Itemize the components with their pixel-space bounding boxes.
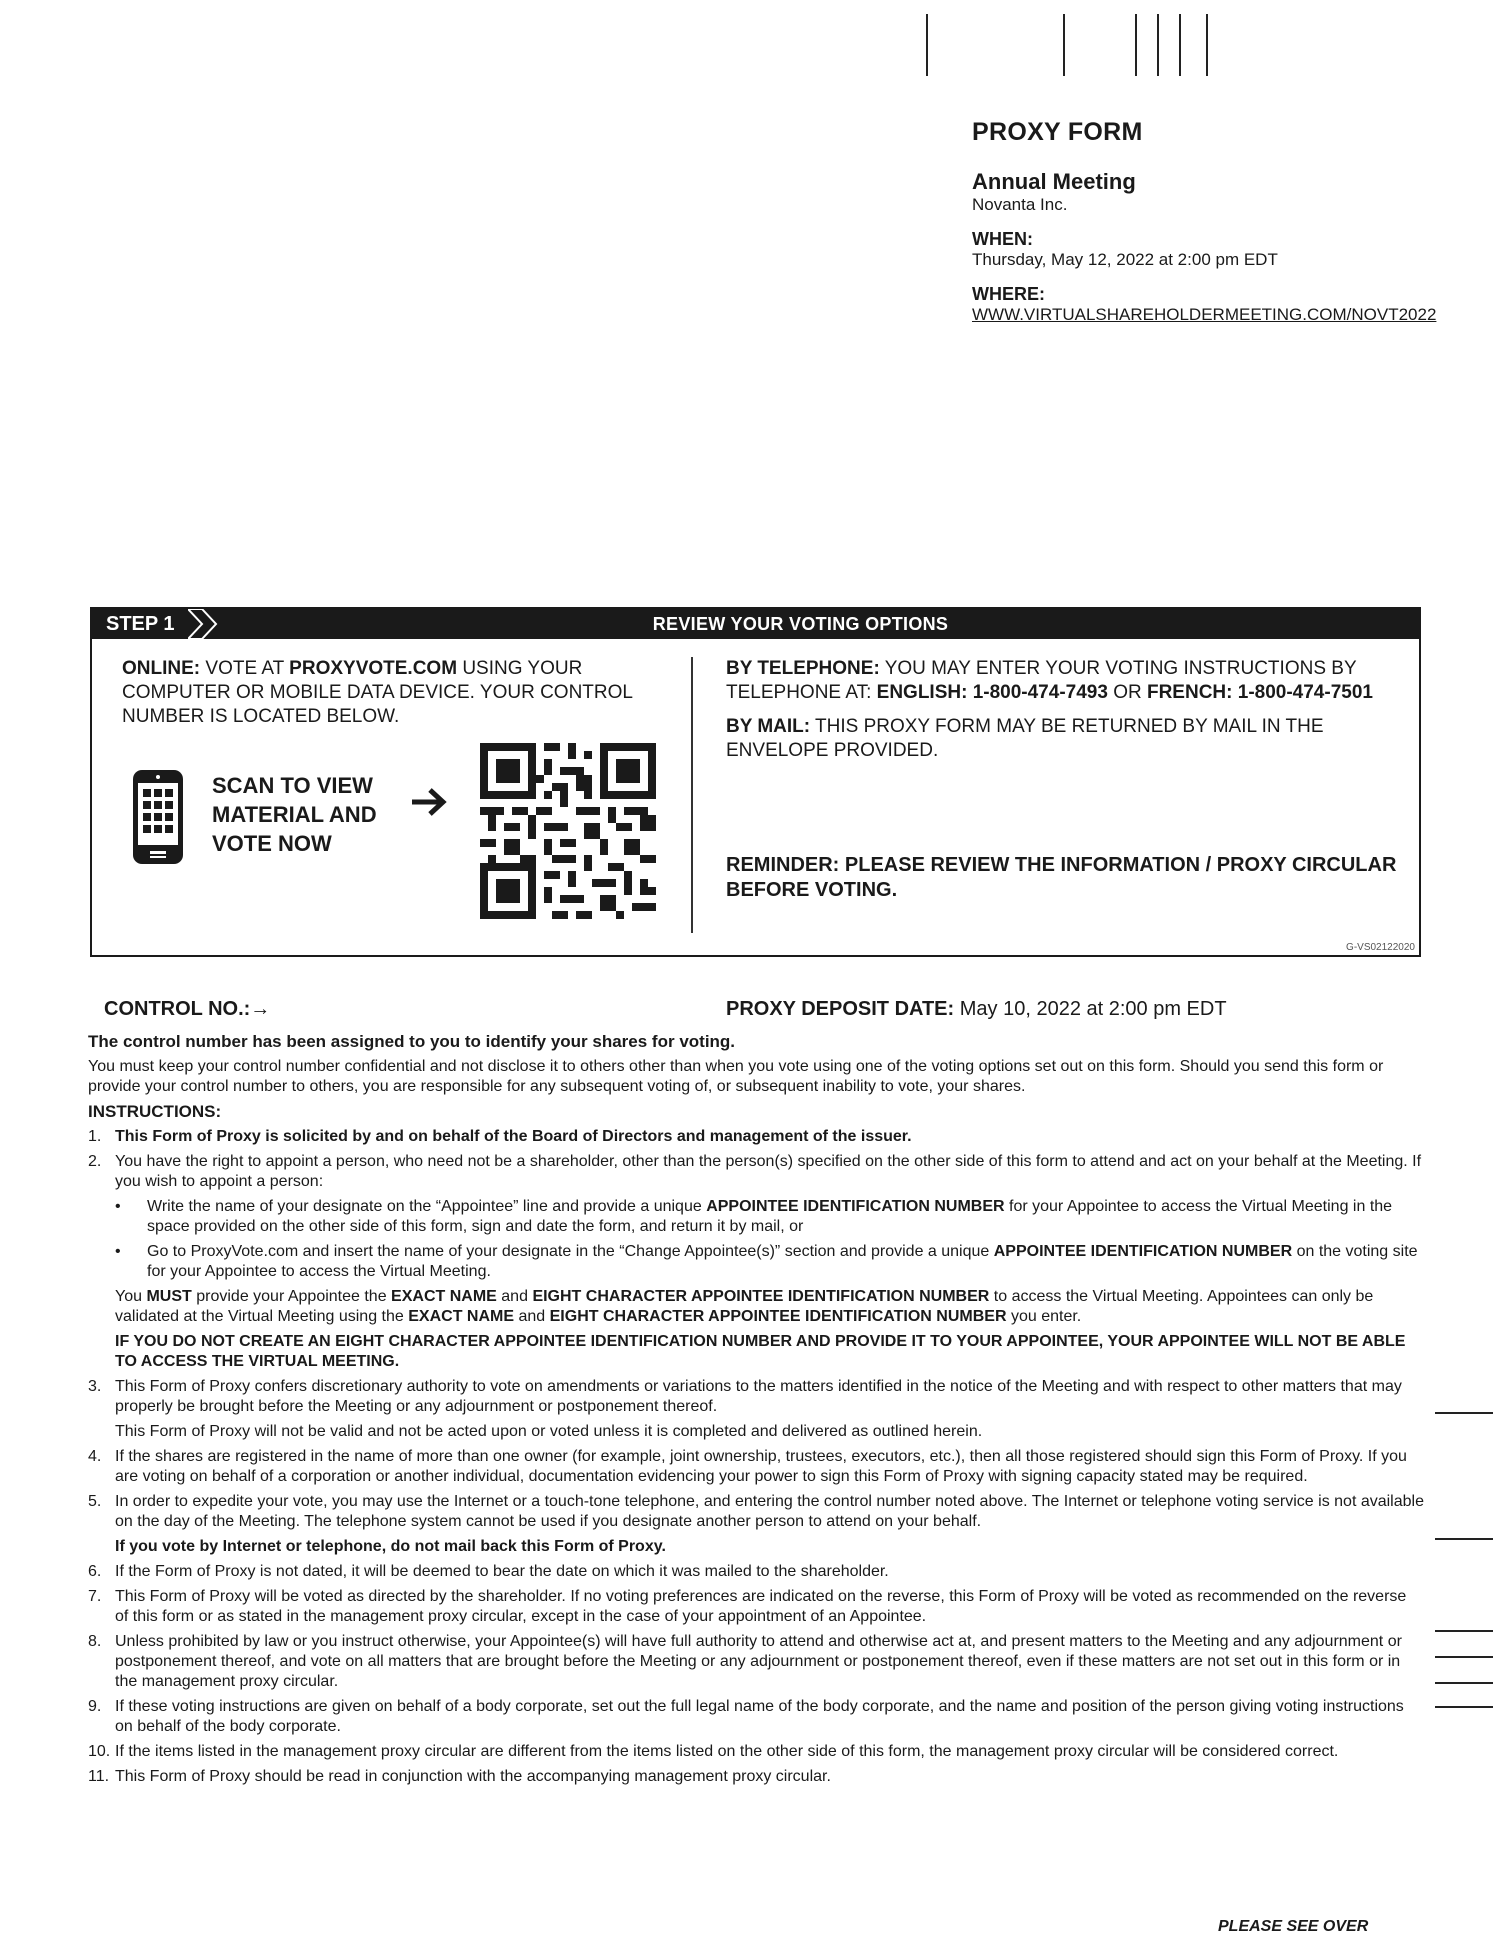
margin-mark: [1435, 1706, 1493, 1708]
item-number: 2.: [88, 1153, 102, 1170]
column-divider: [691, 657, 693, 933]
instruction-item: [88, 1377, 1424, 1417]
instruction-item: [88, 1492, 1424, 1532]
item-number: 9.: [88, 1698, 102, 1715]
barcode-tick: [1157, 14, 1159, 76]
bold-run: MUST: [146, 1288, 192, 1305]
instruction-item: [88, 1587, 1424, 1627]
item-text: This Form of Proxy confers discretionary authority to vote on amendments or variations to the matters identified in the notice of the Meeting and with respect to other matters that may properly be brought before the Meeting or any adjournment or postponement thereof.: [115, 1378, 1402, 1415]
item-number: 4.: [88, 1448, 102, 1465]
bullet-bold: APPOINTEE IDENTIFICATION NUMBER: [706, 1198, 1005, 1215]
step-chevron-icon: [188, 609, 220, 639]
online-text-2: USING YOUR COMPUTER OR MOBILE DATA DEVICE. YOUR CONTROL NUMBER IS LOCATED BELOW.: [122, 658, 633, 727]
bullet-bold: APPOINTEE IDENTIFICATION NUMBER: [993, 1243, 1293, 1260]
instruction-item: [88, 1562, 1424, 1582]
barcode-tick: [1179, 14, 1181, 76]
item-text: This Form of Proxy should be read in conjunction with the accompanying management proxy circular.: [115, 1768, 831, 1785]
deposit-value: May 10, 2022 at 2:00 pm EDT: [959, 998, 1227, 1020]
scan-line: MATERIAL AND: [212, 802, 377, 827]
item-text: In order to expedite your vote, you may use the Internet or a touch-tone telephone, and entering the control number noted above. The Internet or telephone voting service is not available on the day of the Meeting. The telephone system cannot be used if you designate another person to attend on your behalf.: [115, 1493, 1424, 1530]
right-arrow-icon: [410, 787, 448, 817]
text-run: provide your Appointee the: [196, 1288, 387, 1305]
instruction-item: [88, 1767, 1424, 1787]
step-heading: REVIEW YOUR VOTING OPTIONS: [652, 614, 949, 634]
item-number: 5.: [88, 1493, 102, 1510]
online-option: [122, 657, 662, 729]
meeting-url-link[interactable]: WWW.VIRTUALSHAREHOLDERMEETING.COM/NOVT2022: [972, 305, 1437, 324]
item-number: 6.: [88, 1563, 102, 1580]
english-phone[interactable]: ENGLISH: 1-800-474-7493: [876, 682, 1108, 703]
bold-run: EIGHT CHARACTER APPOINTEE IDENTIFICATION NUMBER: [532, 1288, 990, 1305]
online-label: ONLINE:: [122, 658, 201, 679]
item-text: You have the right to appoint a person, who need not be a shareholder, other than the person(s) specified on the other side of this form to attend and act on your behalf at the Meeting. If you wish to appoint a person:: [115, 1153, 1422, 1190]
instructions-body: [88, 1032, 1424, 1792]
bold-run: EIGHT CHARACTER APPOINTEE IDENTIFICATION NUMBER: [549, 1308, 1007, 1325]
text-run: to access the Virtual Meeting. Appointees can only be validated at the Virtual Meeting using the: [115, 1288, 1374, 1325]
text-run: You: [115, 1288, 142, 1305]
control-number-label: CONTROL NO.:→: [104, 998, 271, 1020]
please-see-over: PLEASE SEE OVER: [1218, 1918, 1369, 1935]
item-number: 8.: [88, 1633, 102, 1650]
barcode-tick: [926, 14, 928, 76]
telephone-text: YOU MAY ENTER YOUR VOTING INSTRUCTIONS BY TELEPHONE AT:: [726, 658, 1357, 703]
appointee-must-text: [88, 1287, 1424, 1327]
barcode-tick: [1206, 14, 1208, 76]
french-phone[interactable]: FRENCH: 1-800-474-7501: [1146, 682, 1373, 703]
bullet-text: on the voting site for your Appointee to access the Virtual Meeting.: [147, 1243, 1418, 1280]
margin-mark: [1435, 1630, 1493, 1632]
margin-mark: [1435, 1682, 1493, 1684]
item-text: This Form of Proxy will be voted as directed by the shareholder. If no voting preferences are indicated on the reverse, this Form of Proxy will be voted as recommended on the reverse of this form or as stated in the management proxy circular, except in the case of your appointment of an Appointee.: [115, 1588, 1407, 1625]
mail-label: BY MAIL:: [726, 716, 811, 737]
item-number: 10.: [88, 1743, 111, 1760]
where-label: WHERE:: [972, 284, 1045, 304]
step-bar: [92, 609, 1419, 639]
text-run: you enter.: [1010, 1308, 1082, 1325]
instruction-item: [88, 1127, 1424, 1147]
instruction-item: [88, 1447, 1424, 1487]
telephone-label: BY TELEPHONE:: [726, 658, 880, 679]
mail-option: [726, 715, 1416, 763]
margin-mark: [1435, 1656, 1493, 1658]
bullet: •: [115, 1198, 121, 1215]
sub-bullet: [88, 1197, 1424, 1237]
instruction-item: [88, 1742, 1424, 1762]
instruction-note: This Form of Proxy will not be valid and not be acted upon or voted unless it is completed and delivered as outlined herein.: [115, 1423, 983, 1440]
qr-code[interactable]: [480, 743, 656, 919]
mail-text: THIS PROXY FORM MAY BE RETURNED BY MAIL IN THE ENVELOPE PROVIDED.: [726, 716, 1324, 761]
proxy-deposit-date: [726, 998, 1227, 1021]
intro-bold: The control number has been assigned to you to identify your shares for voting.: [88, 1032, 736, 1051]
instruction-note-bold: If you vote by Internet or telephone, do not mail back this Form of Proxy.: [115, 1538, 666, 1555]
scan-line: SCAN TO VIEW: [212, 773, 373, 798]
or-text: OR: [1113, 682, 1142, 703]
item-text: This Form of Proxy is solicited by and on behalf of the Board of Directors and management of the issuer.: [115, 1128, 912, 1145]
mobile-phone-icon: [132, 769, 184, 865]
appointee-warning: IF YOU DO NOT CREATE AN EIGHT CHARACTER APPOINTEE IDENTIFICATION NUMBER AND PROVIDE IT TO YOUR APPOINTEE, YOUR APPOINTEE WILL NOT BE ABLE TO ACCESS THE VIRTUAL MEETING.: [115, 1333, 1406, 1370]
deposit-label: PROXY DEPOSIT DATE:: [726, 998, 955, 1020]
meeting-header: [972, 118, 1437, 325]
instruction-item: [88, 1697, 1424, 1737]
online-text: VOTE AT: [205, 658, 284, 679]
instruction-item: [88, 1632, 1424, 1692]
meeting-title: Annual Meeting: [972, 169, 1136, 194]
step-label: STEP 1: [106, 613, 175, 635]
bullet-text: Write the name of your designate on the “Appointee” line and provide a unique: [147, 1198, 702, 1215]
scan-line: VOTE NOW: [212, 831, 332, 856]
barcode-tick: [1063, 14, 1065, 76]
bold-run: EXACT NAME: [391, 1288, 497, 1305]
text-run: and: [501, 1288, 528, 1305]
item-text: Unless prohibited by law or you instruct otherwise, your Appointee(s) will have full authority to attend and otherwise act at, and present matters to the Meeting and any adjournment or postponement thereof, and vote on all matters that are brought before the Meeting or any adjournment or postponement thereof, even if these matters are not set out in this form or in the management proxy circular.: [115, 1633, 1402, 1690]
form-code: G-VS02122020: [1346, 942, 1415, 953]
bullet: •: [115, 1243, 121, 1260]
barcode-tick: [1135, 14, 1137, 76]
item-text: If the items listed in the management proxy circular are different from the items listed on the other side of this form, the management proxy circular will be considered correct.: [115, 1743, 1339, 1760]
proxyvote-link[interactable]: PROXYVOTE.COM: [289, 658, 458, 679]
scan-instruction: [212, 771, 377, 858]
margin-mark: [1435, 1412, 1493, 1414]
item-number: 3.: [88, 1378, 102, 1395]
item-text: If these voting instructions are given on behalf of a body corporate, set out the full legal name of the body corporate, and the name and position of the person giving voting instructions on behalf of the body corporate.: [115, 1698, 1404, 1735]
telephone-option: [726, 657, 1416, 705]
bullet-text: for your Appointee to access the Virtual Meeting in the space provided on the other side of this form, sign and date the form, and return it by mail, or: [147, 1198, 1393, 1235]
intro-text: You must keep your control number confidential and not disclose it to others other than when you vote using one of the voting options set out on this form. Should you send this form or provide your control number to others, you are responsible for any subsequent voting of, or subsequent inability to vote, your shares.: [88, 1058, 1384, 1095]
when-label: WHEN:: [972, 229, 1033, 249]
item-number: 7.: [88, 1588, 102, 1605]
item-number: 11.: [88, 1768, 110, 1785]
item-number: 1.: [88, 1128, 102, 1145]
instructions-heading: INSTRUCTIONS:: [88, 1102, 222, 1121]
bold-run: EXACT NAME: [408, 1308, 515, 1325]
margin-mark: [1435, 1538, 1493, 1540]
company-name: Novanta Inc.: [972, 195, 1068, 214]
instruction-item: [88, 1152, 1424, 1192]
reminder-text: REMINDER: PLEASE REVIEW THE INFORMATION / PROXY CIRCULAR BEFORE VOTING.: [726, 854, 1397, 901]
when-value: Thursday, May 12, 2022 at 2:00 pm EDT: [972, 250, 1278, 269]
item-text: If the Form of Proxy is not dated, it will be deemed to bear the date on which it was mailed to the shareholder.: [115, 1563, 889, 1580]
item-text: If the shares are registered in the name of more than one owner (for example, joint ownership, trustees, executors, etc.), then all those registered should sign this Form of Proxy. If you are voting on behalf of a corporation or another individual, documentation evidencing your power to sign this Form of Proxy with signing capacity stated may be required.: [115, 1448, 1407, 1485]
bullet-text: Go to ProxyVote.com and insert the name of your designate in the “Change Appointee(s)” section and provide a unique: [147, 1243, 990, 1260]
form-title: PROXY FORM: [972, 118, 1143, 146]
sub-bullet: [88, 1242, 1424, 1282]
voting-options-box: [90, 607, 1421, 957]
text-run: and: [518, 1308, 546, 1325]
